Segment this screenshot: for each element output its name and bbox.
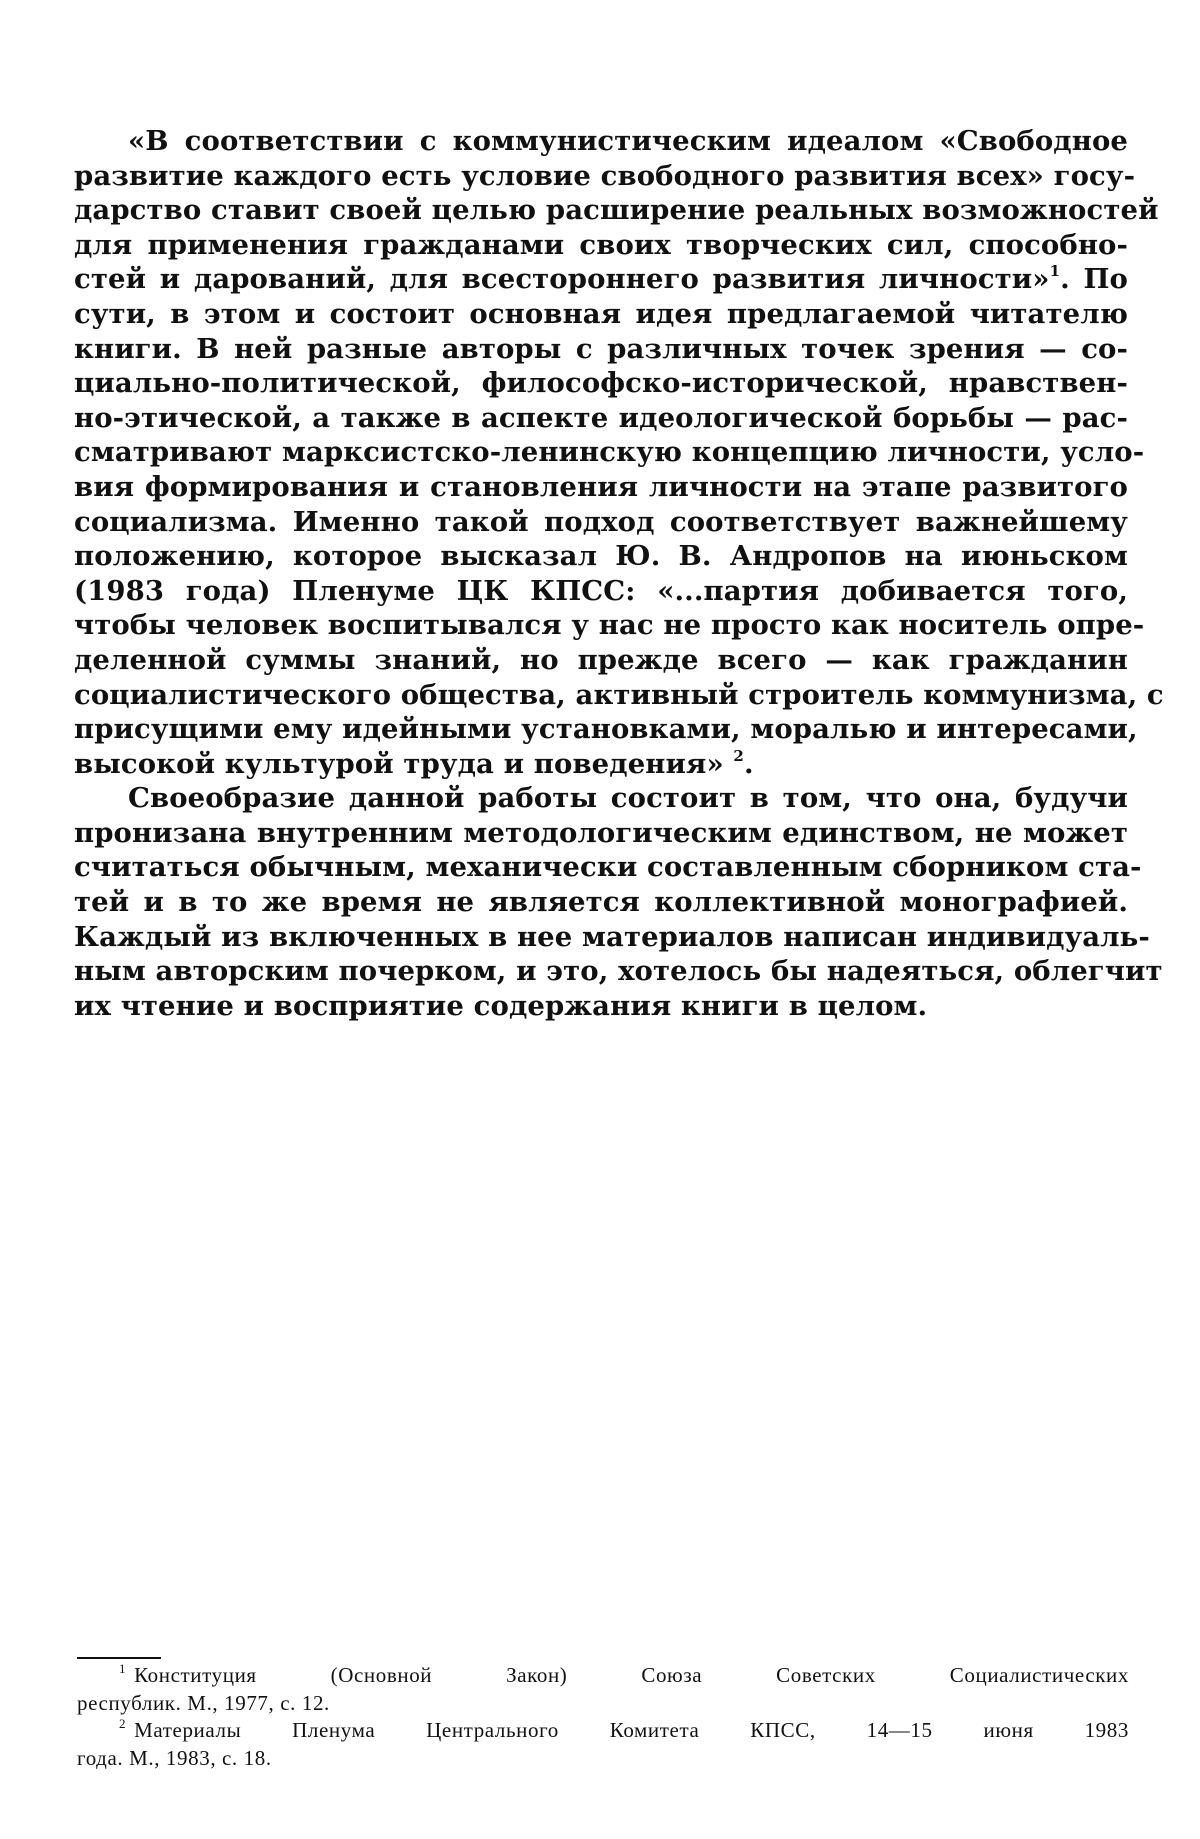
text-segment: стей и дарований, для всестороннего развития личности» — [74, 263, 1050, 296]
text-line: деленной суммы знаний, но прежде всего — как гражданин — [74, 643, 1128, 676]
text-line — [74, 747, 1128, 782]
text-line: социалистического общества, активный строитель коммунизма, с — [74, 678, 1164, 711]
footnote-line — [77, 1717, 1129, 1745]
text-line: Своеобразие данной работы состоит в том, что она, будучи — [128, 782, 1128, 815]
footnote-text: Материалы Пленума Центрального Комитета КПСС, 14—15 июня 1983 — [134, 1718, 1129, 1742]
footnote-marker: 1 — [119, 1661, 127, 1676]
text-line: их чтение и восприятие содержания книги в целом. — [74, 989, 928, 1022]
footnote-text: Конституция (Основной Закон) Союза Советских Социалистических — [134, 1663, 1129, 1687]
footnote-line: республик. М., 1977, с. 12. — [77, 1690, 330, 1715]
footnote-line: года. М., 1983, с. 18. — [77, 1745, 272, 1770]
text-line: вия формирования и становления личности на этапе развитого — [74, 470, 1128, 503]
text-line: считаться обычным, механически составленным сборником ста- — [74, 851, 1142, 884]
text-line: но-этической, а также в аспекте идеологической борьбы — рас- — [74, 401, 1128, 434]
text-line: присущими ему идейными установками, моралью и интересами, — [74, 713, 1138, 746]
footnote-divider — [77, 1657, 161, 1659]
footnote-marker: 2 — [119, 1716, 127, 1731]
text-segment: высокой культурой труда и поведения» — [74, 747, 724, 780]
text-line — [74, 262, 1128, 297]
text-line: (1983 года) Пленуме ЦК КПСС: «...партия добивается того, — [74, 574, 1128, 607]
text-line: положению, которое высказал Ю. В. Андропов на июньском — [74, 540, 1128, 573]
text-line: «В соответствии с коммунистическим идеалом «Свободное — [128, 125, 1128, 157]
text-line: Каждый из включенных в нее материалов написан индивидуаль- — [74, 920, 1150, 953]
text-line: сматривают марксистско-ленинскую концепцию личности, усло- — [74, 436, 1145, 469]
text-line: пронизана внутренним методологическим единством, не может — [74, 816, 1128, 849]
footnote-ref[interactable]: 1 — [1049, 262, 1061, 281]
main-text — [74, 124, 1164, 1023]
text-segment: . По — [1060, 263, 1128, 296]
text-line: развитие каждого есть условие свободного развития всех» госу- — [74, 159, 1136, 192]
text-line: циально-политической, философско-исторической, нравствен- — [74, 367, 1128, 400]
text-segment: . — [743, 747, 754, 780]
text-line: для применения гражданами своих творческих сил, способно- — [74, 228, 1128, 261]
text-line: книги. В ней разные авторы с различных точек зрения — со- — [74, 332, 1128, 365]
text-line: чтобы человек воспитывался у нас не просто как носитель опре- — [74, 609, 1145, 642]
footnote-line — [77, 1662, 1129, 1690]
text-line: ным авторским почерком, и это, хотелось бы надеяться, облегчит — [74, 955, 1163, 988]
text-line: сути, в этом и состоит основная идея предлагаемой читателю — [74, 297, 1128, 330]
footnote-ref[interactable]: 2 — [733, 746, 744, 765]
text-line: тей и в то же время не является коллективной монографией. — [74, 886, 1128, 919]
text-line: социализма. Именно такой подход соответствует важнейшему — [74, 505, 1128, 538]
footnotes — [77, 1662, 1129, 1772]
text-line: дарство ставит своей целью расширение реальных возможностей — [74, 194, 1159, 227]
